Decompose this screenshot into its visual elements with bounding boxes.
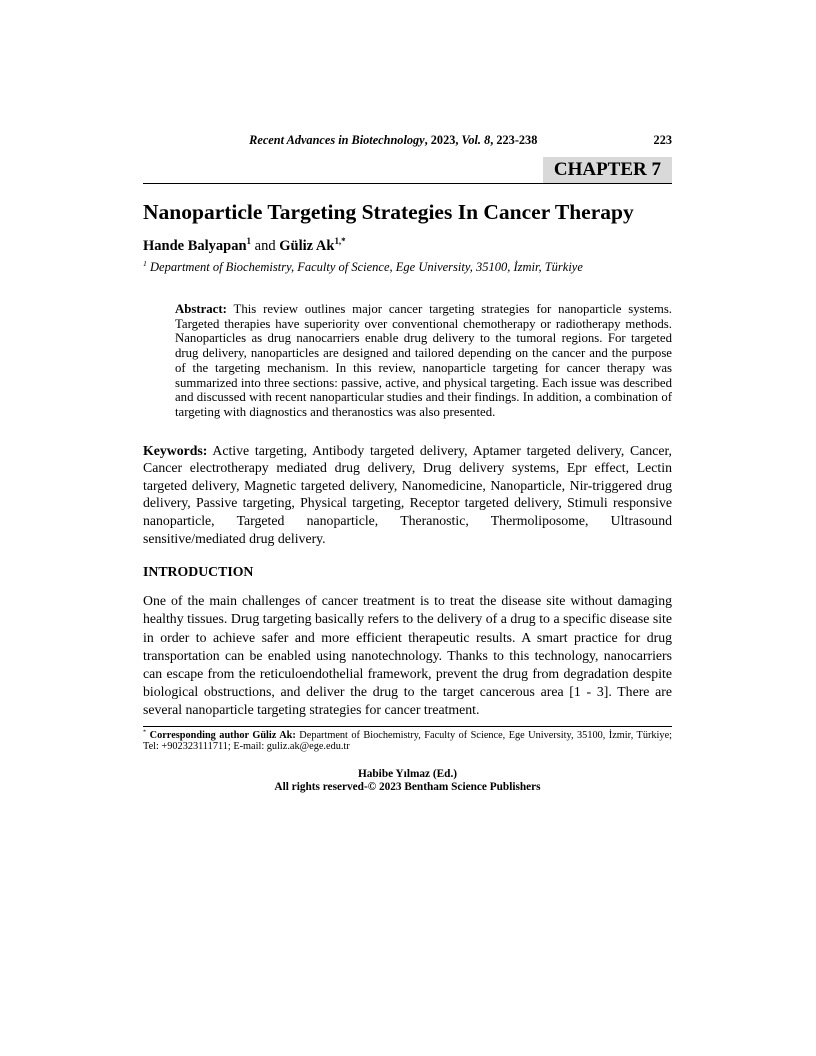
affiliation: [143, 260, 672, 275]
author-name-2: Güliz $Ak^{1,*}$: [279, 236, 346, 254]
keywords-label: Keywords:: [143, 442, 208, 458]
keywords-block: [143, 442, 672, 548]
footnote: [143, 730, 672, 754]
keywords-text: Active targeting, Antibody targeted delivery, Aptamer targeted delivery, Cancer, Cancer electrotherapy mediated drug delivery, Drug delivery systems, Epr effect, Lectin targeted delivery, Magnetic targeted delivery, Nanomedicine, Nanoparticle, Nir-triggered drug delivery, Passive targeting, Physical targeting, Receptor targeted delivery, Stimuli responsive nanoparticle, Targeted nanoparticle, Theranostic, Thermoliposome, Ultrasound sensitive/mediated drug delivery.: [143, 442, 672, 546]
journal-pages: , 223-238: [490, 133, 538, 147]
page-number: 223: [653, 133, 672, 147]
journal-year: , 2023,: [424, 133, 462, 147]
author-name-1: Hande Balyapan$^1$: [143, 236, 252, 254]
footnote-rule: [143, 726, 672, 727]
abstract-text: This review outlines major cancer targeting strategies for nanoparticle systems. Targeted therapies have superiority over conventional chemotherapy or radiotherapy methods. Nanoparticles as drug nanocarriers enable drug delivery to the tumoral regions. For targeted drug delivery, nanoparticles are designed and tailored depending on the cancer and the purpose of the targeting mechanism. In this review, nanoparticle targeting for cancer therapy was summarized into three sections: passive, active, and physical targeting. Each issue was described and discussed with recent nanoparticular studies and their findings. In addition, a combination of targeting with diagnostics and theranostics was also presented.: [175, 302, 672, 419]
journal-volume: Vol. 8: [461, 133, 491, 147]
article-title: Nanoparticle Targeting Strategies In Cancer Therapy: [143, 200, 634, 224]
affiliation-superscript: 1: [143, 258, 147, 268]
authors-line: [143, 237, 672, 255]
chapter-box: CHAPTER 7: [543, 157, 672, 183]
page-header: [143, 133, 672, 148]
footnote-marker: *: [143, 728, 147, 736]
footnote-label: Corresponding author Güliz Ak:: [146, 729, 296, 741]
affiliation-text: Department of Biochemistry, Faculty of Science, Ege University, 35100, İzmir, Türkiye: [146, 260, 583, 274]
footer-editor: Habibe Yılmaz (Ed.): [357, 768, 458, 781]
page-footer: [143, 768, 672, 793]
author-superscript-1: 1: [246, 236, 252, 247]
intro-paragraph: One of the main challenges of cancer treatment is to treat the disease site without damaging healthy tissues. Drug targeting basically refers to the delivery of a drug to a specific disease site in order to achieve safer and more efficient therapeutic results. A smart practice for drug transportation can be enabled using nanotechnology. Thanks to this technology, nanocarriers can escape from the reticuloendothelial framework, prevent the drug from degradation despite biological obstructions, and deliver the drug to the target cancerous area [1 - 3]. There are several nanoparticle targeting strategies for cancer treatment.: [143, 593, 672, 718]
chapter-banner: [143, 157, 672, 184]
authors-separator: and: [251, 238, 280, 254]
footnote-text: Department of Biochemistry, Faculty of Science, Ege University, 35100, İzmir, Türkiye; Tel: +902323111711; E-mail: guliz.ak@ege.edu.tr: [143, 729, 672, 753]
footer-rights: All rights reserved-© 2023 Bentham Science Publishers: [274, 780, 541, 793]
journal-title: Recent Advances in Biotechnology: [249, 133, 425, 147]
journal-reference: [143, 133, 644, 148]
abstract-block: [175, 302, 672, 420]
author-superscript-2: 1,*: [334, 236, 346, 247]
abstract-label: Abstract:: [175, 302, 227, 316]
section-heading-introduction: INTRODUCTION: [143, 564, 254, 580]
